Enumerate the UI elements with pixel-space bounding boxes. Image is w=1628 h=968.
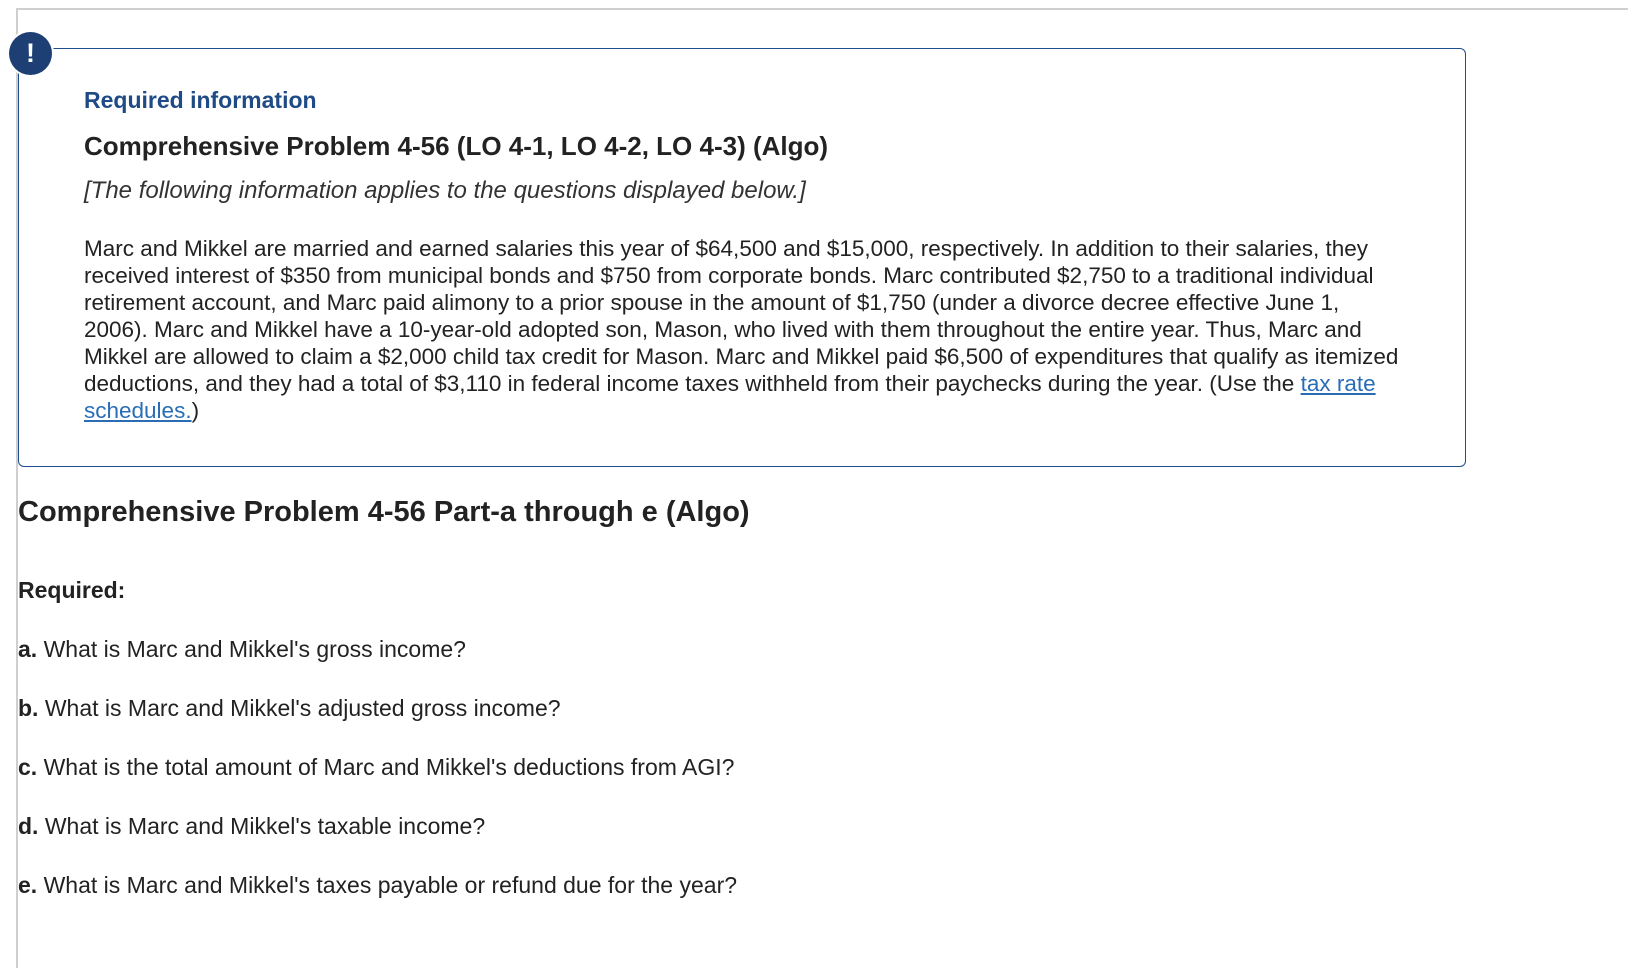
question-text: What is Marc and Mikkel's adjusted gross income?	[38, 695, 561, 721]
question-letter: b.	[18, 695, 39, 721]
question-letter: a.	[18, 636, 38, 662]
required-information-label: Required information	[84, 87, 317, 113]
question-text: What is the total amount of Marc and Mikkel's deductions from AGI?	[37, 754, 735, 780]
section-title: Comprehensive Problem 4-56 Part-a through e (Algo)	[18, 496, 750, 528]
question-text: What is Marc and Mikkel's taxable income?	[38, 813, 486, 839]
problem-description	[84, 235, 1409, 424]
exclamation-alert-icon: !	[9, 32, 52, 75]
question-text: What is Marc and Mikkel's taxes payable or refund due for the year?	[37, 872, 738, 898]
question-b	[18, 695, 561, 722]
problem-description-text: Marc and Mikkel are married and earned salaries this year of $64,500 and $15,000, respectively. In addition to their salaries, they received interest of $350 from municipal bonds and $750 from corporate bonds. Marc contributed $2,750 to a traditional individual retirement account, and Marc paid alimony to a prior spouse in the amount of $1,750 (under a divorce decree effective June 1, 2006). Marc and Mikkel have a 10-year-old adopted son, Mason, who lived with them throughout the entire year. Thus, Marc and Mikkel are allowed to claim a $2,000 child tax credit for Mason. Marc and Mikkel paid $6,500 of expenditures that qualify as itemized deductions, and they had a total of $3,110 in federal income taxes withheld from their paychecks during the year. (Use the	[84, 236, 1399, 396]
problem-title: Comprehensive Problem 4-56 (LO 4-1, LO 4-2, LO 4-3) (Algo)	[84, 131, 829, 161]
question-letter: d.	[18, 813, 39, 839]
applies-note: [The following information applies to the questions displayed below.]	[84, 177, 806, 204]
question-a	[18, 636, 466, 663]
required-label: Required:	[18, 577, 126, 603]
question-text: What is Marc and Mikkel's gross income?	[37, 636, 466, 662]
question-letter: c.	[18, 754, 38, 780]
question-e	[18, 872, 737, 899]
question-d	[18, 813, 485, 840]
question-letter: e.	[18, 872, 38, 898]
tax-rate-schedules-link[interactable]: tax rate schedules.	[84, 371, 1376, 423]
question-c	[18, 754, 734, 781]
problem-description-end: )	[191, 398, 200, 423]
